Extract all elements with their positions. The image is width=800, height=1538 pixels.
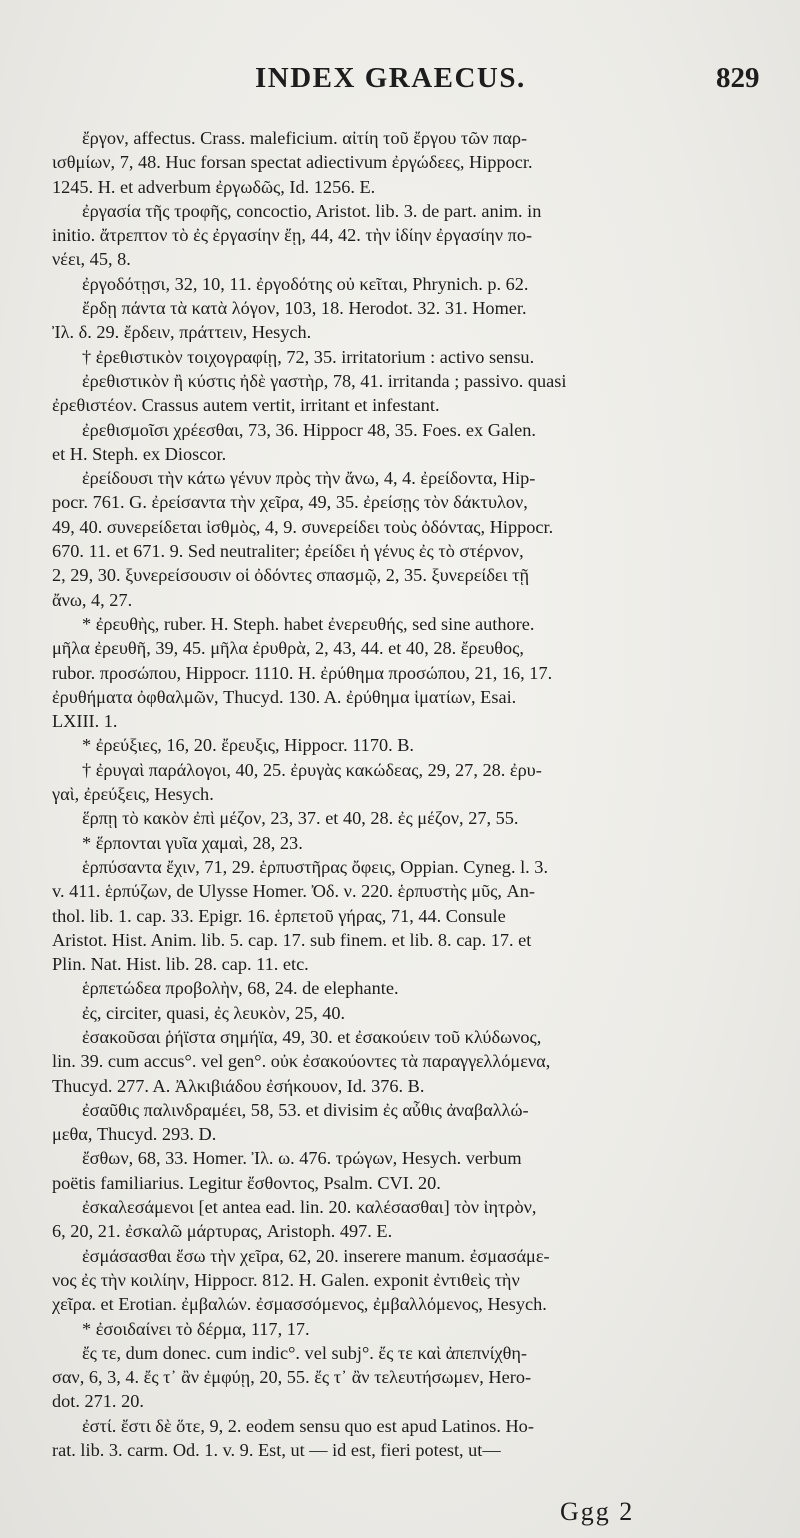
text-line: Thucyd. 277. A. Ἀλκιβιάδου ἐσήκουον, Id. 376. B. — [52, 1075, 425, 1096]
text-line: rubor. προσώπου, Hippocr. 1110. H. ἐρύθημα προσώπου, 21, 16, 17. — [52, 662, 553, 683]
text-line: Plin. Nat. Hist. lib. 28. cap. 11. etc. — [52, 954, 309, 975]
text-line: 1245. H. et adverbum ἐργωδῶς, Id. 1256. E. — [52, 176, 376, 197]
text-line: initio. ἄτρεπτον τὸ ἐς ἐργασίην ἔῃ, 44, 42. τὴν ἰδίην ἐργασίην πο- — [52, 225, 533, 246]
text-line: ἑρπετώδεα προβολὴν, 68, 24. de elephante. — [82, 978, 399, 999]
signature-mark: Ggg 2 — [560, 1497, 635, 1526]
text-line: ἔς τε, dum donec. cum indic°. vel subj°. ἔς τε καὶ ἀπεπνίχθη- — [82, 1342, 528, 1363]
text-line: 6, 20, 21. ἐσκαλῶ μάρτυρας, Aristoph. 497. E. — [52, 1221, 393, 1242]
text-line: * ἐρεύξιες, 16, 20. ἔρευξις, Hippocr. 1170. B. — [82, 735, 415, 756]
text-line: thol. lib. 1. cap. 33. Epigr. 16. ἑρπετοῦ γήρας, 71, 44. Consule — [52, 905, 506, 926]
text-line: et H. Steph. ex Dioscor. — [52, 443, 227, 464]
text-line: ἐρεθισμοῖσι χρέεσθαι, 73, 36. Hippocr 48, 35. Foes. ex Galen. — [82, 419, 536, 440]
text-line: * ἕρπονται γυῖα χαμαὶ, 28, 23. — [82, 832, 303, 853]
text-line: lin. 39. cum accus°. vel gen°. οὐκ ἐσακούοντες τὰ παραγγελλόμενα, — [52, 1051, 551, 1072]
text-line: 49, 40. συνερείδεται ἰσθμὸς, 4, 9. συνερείδει τοὺς ὀδόντας, Hippocr. — [52, 516, 554, 537]
text-line: ισθμίων, 7, 48. Huc forsan spectat adiectivum ἐργώδεες, Hippocr. — [52, 152, 533, 173]
text-line: dot. 271. 20. — [52, 1391, 144, 1412]
text-line: ἔρδῃ πάντα τὰ κατὰ λόγον, 103, 18. Herodot. 32. 31. Homer. — [82, 298, 527, 319]
text-line: ἐργοδότῃσι, 32, 10, 11. ἐργοδότης οὐ κεῖται, Phrynich. p. 62. — [82, 273, 529, 294]
text-line: ἄνω, 4, 27. — [52, 589, 133, 610]
text-line: rat. lib. 3. carm. Od. 1. v. 9. Est, ut — id est, fieri potest, ut— — [52, 1440, 501, 1461]
text-line: * ἐσοιδαίνει τὸ δέρμα, 117, 17. — [82, 1318, 310, 1339]
text-line: γαὶ, ἐρεύξεις, Hesych. — [52, 784, 214, 805]
text-line: σαν, 6, 3, 4. ἔς τ᾽ ἂν ἐμφύῃ, 20, 55. ἔς τ᾽ ἂν τελευτήσωμεν, Hero- — [52, 1367, 532, 1388]
text-line: ἐσκαλεσάμενοι [et antea ead. lin. 20. καλέσασθαι] τὸν ἰητρὸν, — [82, 1197, 537, 1218]
text-line: ἐς, circiter, quasi, ἐς λευκὸν, 25, 40. — [82, 1002, 346, 1023]
text-line: ἕρπῃ τὸ κακὸν ἐπὶ μέζον, 23, 37. et 40, 28. ἐς μέζον, 27, 55. — [82, 808, 519, 829]
text-line: ἔργον, affectus. Crass. maleficium. αἰτίη τοῦ ἔργου τῶν παρ- — [82, 128, 528, 148]
text-line: ἐστί. ἔστι δὲ ὅτε, 9, 2. eodem sensu quo est apud Latinos. Ho- — [82, 1415, 534, 1436]
text-line: ἐσμάσασθαι ἔσω τὴν χεῖρα, 62, 20. inserere manum. ἐσμασάμε- — [82, 1245, 550, 1266]
text-line: νος ἐς τὴν κοιλίην, Hippocr. 812. H. Galen. exponit ἐντιθεὶς τὴν — [52, 1269, 520, 1290]
text-line: † ἐρυγαὶ παράλογοι, 40, 25. ἐρυγὰς κακώδεας, 29, 27, 28. ἐρυ- — [82, 759, 542, 780]
text-line: ἐσακοῦσαι ῥήϊστα σημήϊα, 49, 30. et ἐσακούειν τοῦ κλύδωνος, — [82, 1026, 542, 1047]
text-line: † ἐρεθιστικὸν τοιχογραφίῃ, 72, 35. irritatorium : activo sensu. — [82, 346, 535, 367]
text-line: Aristot. Hist. Anim. lib. 5. cap. 17. sub finem. et lib. 8. cap. 17. et — [52, 929, 532, 950]
text-line: pocr. 761. G. ἐρείσαντα τὴν χεῖρα, 49, 35. ἐρείσῃς τὸν δάκτυλον, — [52, 492, 528, 513]
text-line: LXIII. 1. — [52, 711, 118, 732]
index-body — [52, 126, 780, 1462]
text-line: 670. 11. et 671. 9. Sed neutraliter; ἐρείδει ἡ γένυς ἐς τὸ στέρνον, — [52, 541, 524, 562]
text-line: ἐρυθήματα ὀφθαλμῶν, Thucyd. 130. A. ἐρύθημα ἱματίων, Esai. — [52, 686, 517, 707]
text-line: poëtis familiarius. Legitur ἔσθοντος, Psalm. CVI. 20. — [52, 1172, 441, 1193]
text-line: ἐρείδουσι τὴν κάτω γένυν πρὸς τὴν ἄνω, 4, 4. ἐρείδοντα, Hip- — [82, 468, 536, 489]
text-line: Ἰλ. δ. 29. ἔρδειν, πράττειν, Hesych. — [52, 322, 312, 343]
text-line: ἑρπύσαντα ἔχιν, 71, 29. ἑρπυστῆρας ὄφεις, Oppian. Cyneg. l. 3. — [82, 856, 549, 877]
text-line: ἔσθων, 68, 33. Homer. Ἰλ. ω. 476. τρώγων, Hesych. verbum — [82, 1148, 522, 1169]
text-line: 2, 29, 30. ξυνερείσουσιν οἱ ὀδόντες σπασμῷ, 2, 35. ξυνερείδει τῇ — [52, 565, 530, 586]
text-line: μεθα, Thucyd. 293. D. — [52, 1124, 217, 1145]
text-line: ἐσαῦθις παλινδραμέει, 58, 53. et divisim ἐς αὖθις ἀναβαλλώ- — [82, 1099, 529, 1120]
text-line: ἐρεθιστικὸν ἢ κύστις ἠδὲ γαστὴρ, 78, 41. irritanda ; passivo. quasi — [82, 370, 567, 391]
text-line: νέει, 45, 8. — [52, 249, 131, 270]
text-line: ἐργασία τῆς τροφῆς, concoctio, Aristot. lib. 3. de part. anim. in — [82, 200, 542, 221]
page-number: 829 — [716, 62, 760, 94]
text-line: v. 411. ἑρπύζων, de Ulysse Homer. Ὀδ. ν. 220. ἑρπυστὴς μῦς, An- — [52, 881, 535, 902]
text-line: μῆλα ἐρευθῆ, 39, 45. μῆλα ἐρυθρὰ, 2, 43, 44. et 40, 28. ἔρευθος, — [52, 638, 524, 659]
text-line: χεῖρα. et Erotian. ἐμβαλών. ἐσμασσόμενος, ἐμβαλλόμενος, Hesych. — [52, 1294, 547, 1315]
text-line: * ἐρευθὴς, ruber. H. Steph. habet ἐνερευθής, sed sine authore. — [82, 613, 535, 634]
running-title: INDEX GRAECUS. — [255, 62, 526, 94]
text-line: ἐρεθιστέον. Crassus autem vertit, irritant et infestant. — [52, 395, 440, 416]
page-header — [0, 58, 800, 102]
